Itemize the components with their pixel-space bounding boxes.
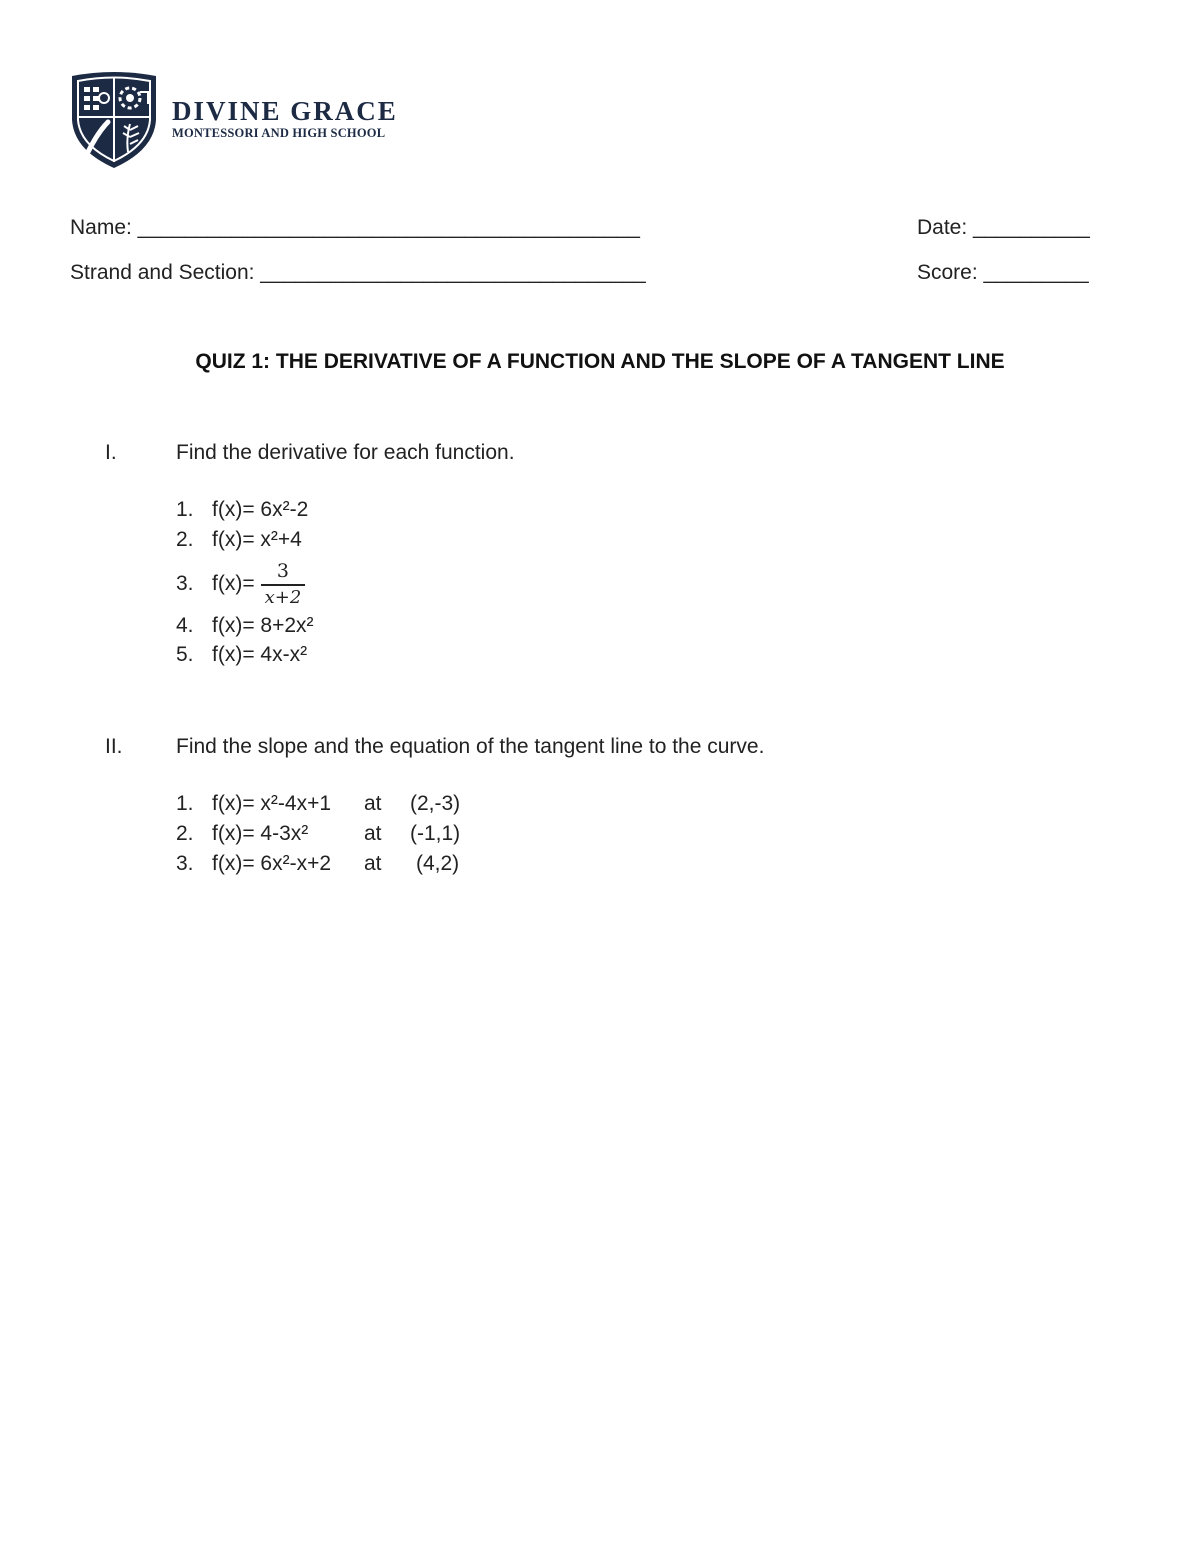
- item-number: 1.: [176, 498, 194, 521]
- point: (4,2): [416, 852, 460, 875]
- school-crest-icon: [68, 70, 160, 170]
- list-item: [176, 789, 461, 819]
- section-2-number: II.: [105, 735, 123, 758]
- school-name: DIVINE GRACE: [172, 96, 398, 126]
- item-number: 3.: [176, 852, 194, 875]
- function-expression: f(x)= 4-3x²: [212, 822, 309, 845]
- function-expression: f(x)= 4x-x²: [212, 643, 308, 666]
- list-item: [176, 819, 461, 849]
- list-item: [176, 495, 308, 525]
- list-item: [176, 640, 307, 670]
- list-item: [176, 849, 460, 879]
- section-2-instruction: Find the slope and the equation of the tangent line to the curve.: [176, 735, 765, 758]
- item-number: 1.: [176, 792, 194, 815]
- item-number: 3.: [176, 572, 194, 595]
- quiz-title: QUIZ 1: THE DERIVATIVE OF A FUNCTION AND THE SLOPE OF A TANGENT LINE: [195, 350, 1005, 373]
- list-item: [176, 525, 302, 555]
- school-subtitle: MONTESSORI AND HIGH SCHOOL: [172, 126, 386, 140]
- item-number: 4.: [176, 614, 194, 637]
- at-label: at: [364, 852, 382, 875]
- list-item: [176, 611, 314, 641]
- list-item: [176, 559, 305, 608]
- function-expression: f(x)= x²+4: [212, 528, 302, 551]
- function-expression: f(x)= 6x²-x+2: [212, 852, 332, 875]
- point: (2,-3): [410, 792, 461, 815]
- point: (-1,1): [410, 822, 461, 845]
- date-field[interactable]: Date: __________: [917, 216, 1090, 239]
- strand-section-field[interactable]: Strand and Section: _________________________________: [70, 261, 646, 284]
- section-1-number: I.: [105, 441, 117, 464]
- at-label: at: [364, 822, 382, 845]
- name-field[interactable]: Name: ___________________________________________: [70, 216, 640, 239]
- at-label: at: [364, 792, 382, 815]
- function-expression: f(x)= 6x²-2: [212, 498, 309, 521]
- item-number: 5.: [176, 643, 194, 666]
- section-1-instruction: Find the derivative for each function.: [176, 441, 515, 464]
- item-number: 2.: [176, 528, 194, 551]
- fraction-numerator: 3: [276, 559, 289, 582]
- item-number: 2.: [176, 822, 194, 845]
- fraction: [261, 559, 306, 608]
- fraction-denominator: x+2: [261, 584, 306, 607]
- score-field[interactable]: Score: _________: [917, 261, 1089, 284]
- function-prefix: f(x)=: [212, 572, 255, 595]
- function-expression: f(x)= x²-4x+1: [212, 792, 332, 815]
- function-expression: f(x)= 8+2x²: [212, 614, 314, 637]
